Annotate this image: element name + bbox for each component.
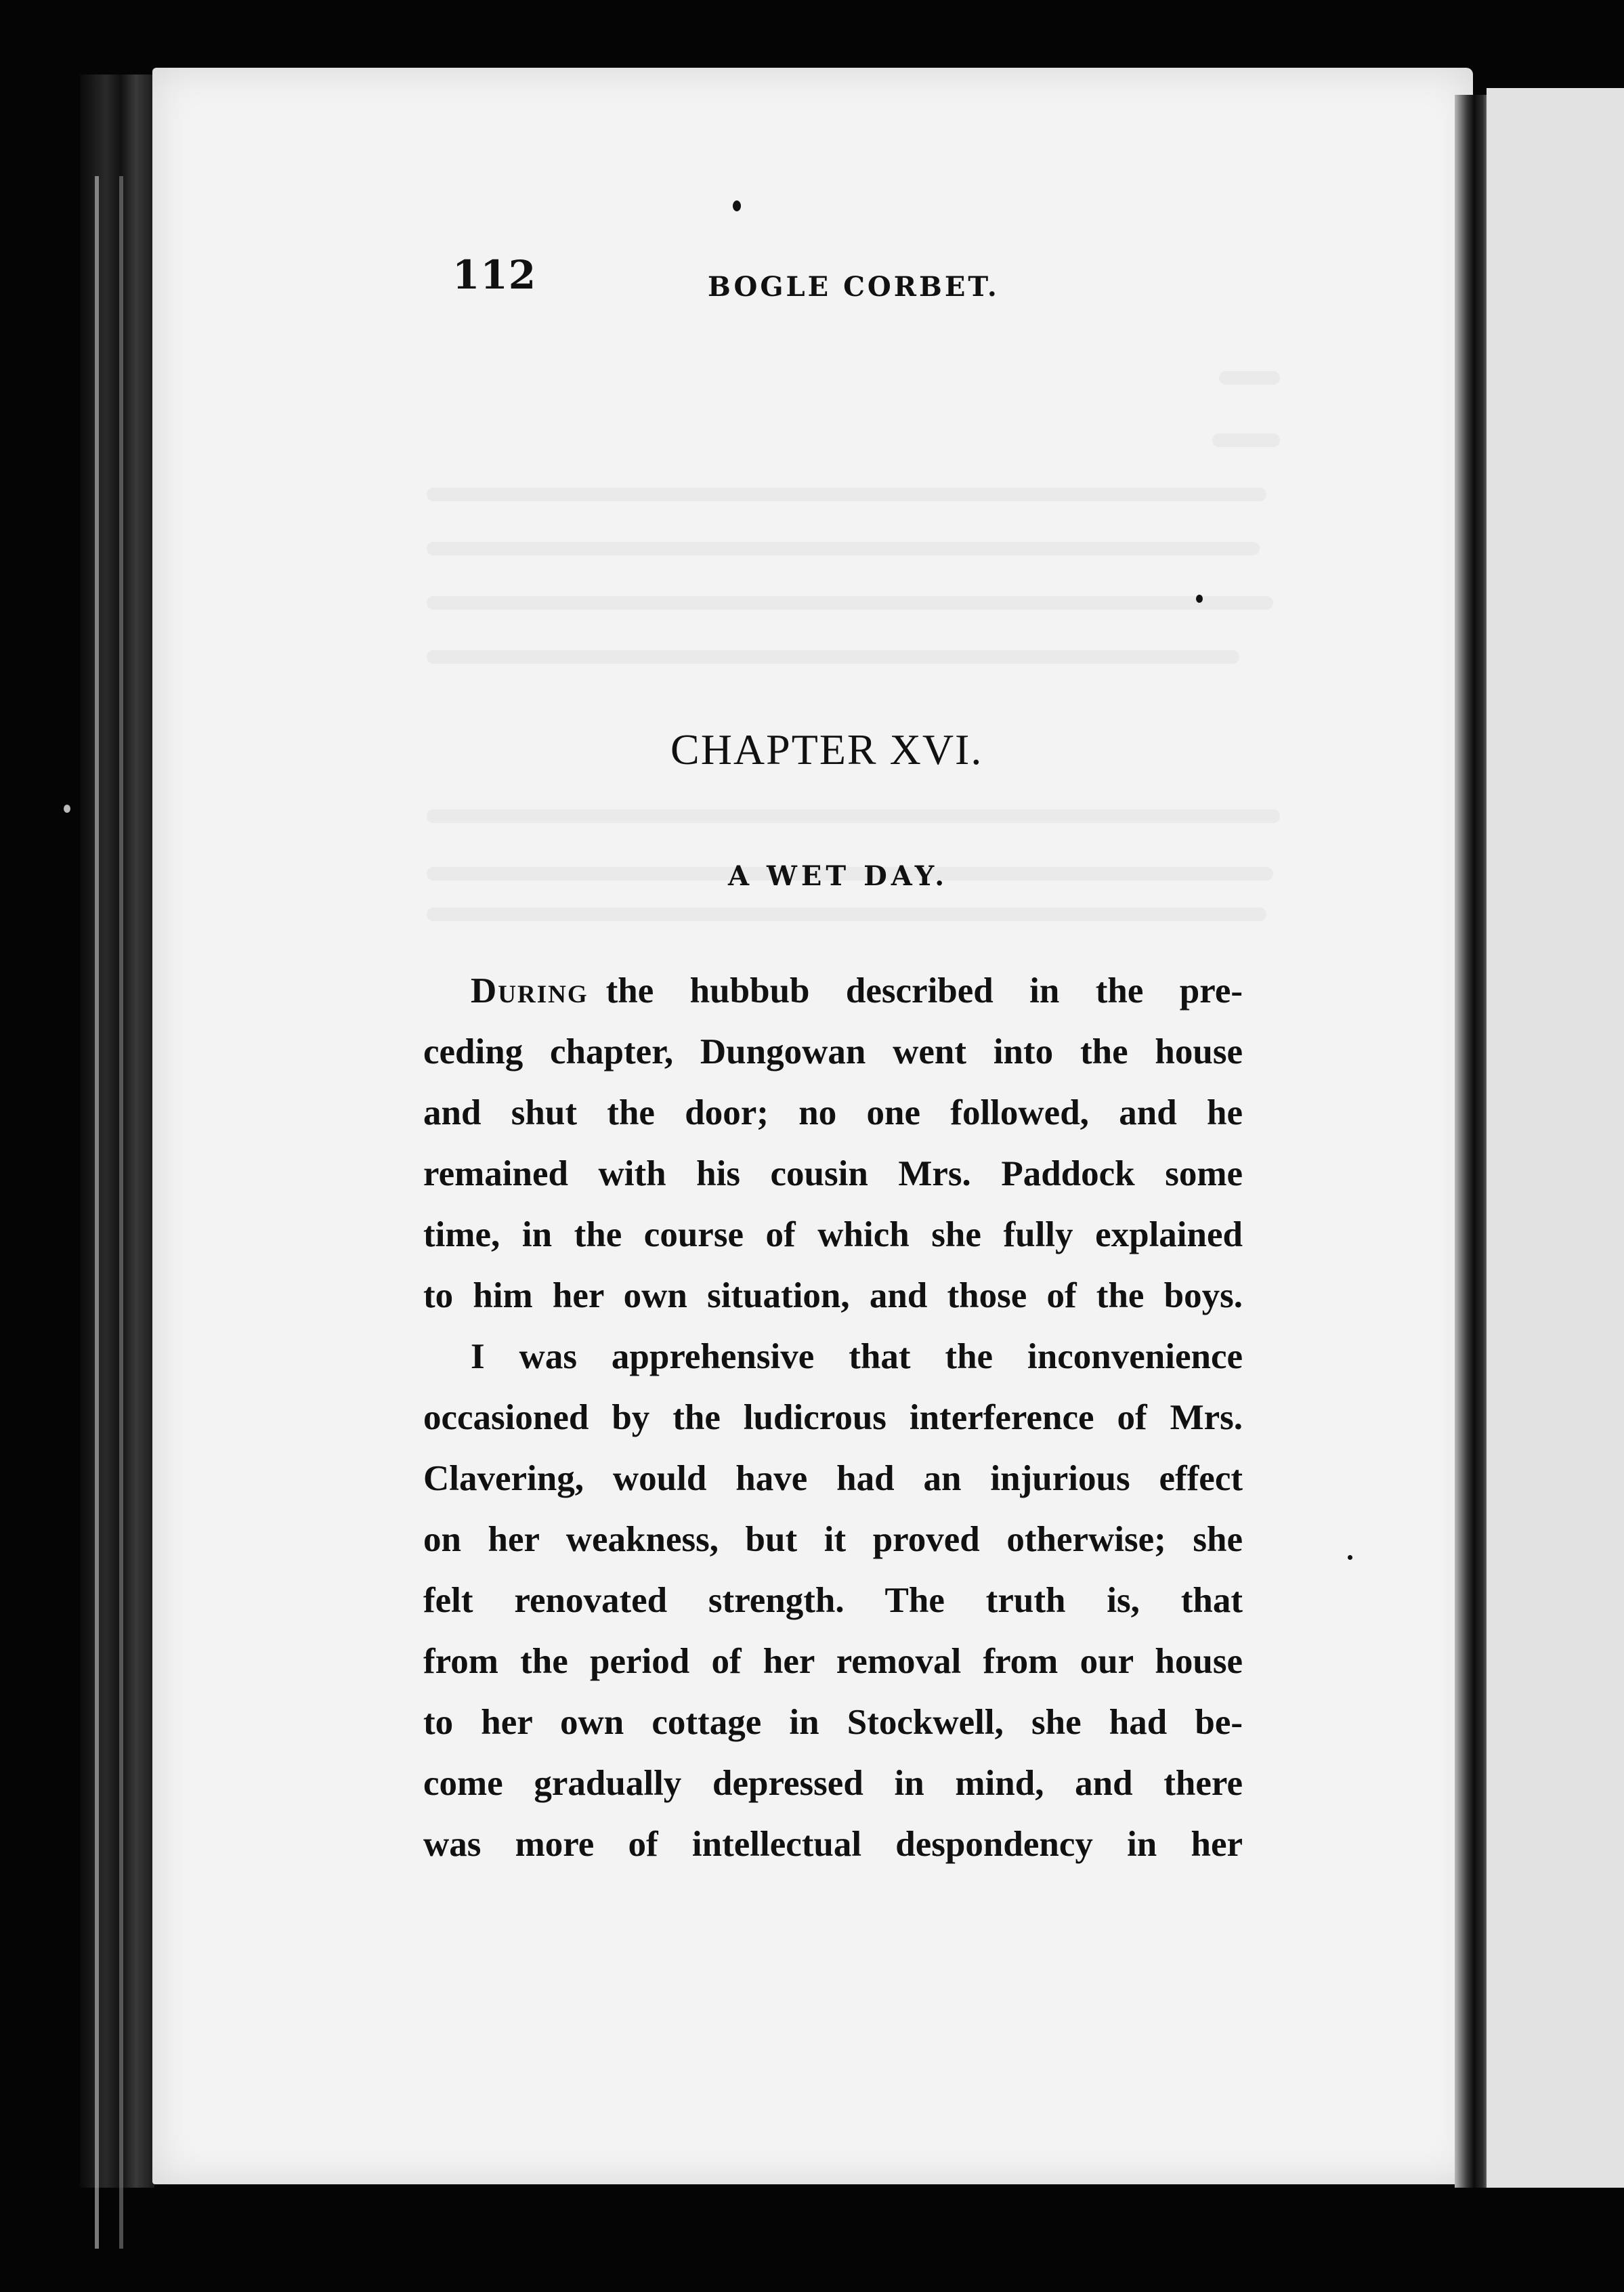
text-line-content: the hubbub described in the pre-: [605, 971, 1243, 1011]
text-line: [423, 1570, 1243, 1631]
ink-speck: [733, 200, 741, 211]
text-line: [423, 1814, 1243, 1875]
binding-edge-line: [119, 176, 123, 2249]
text-line: [423, 960, 1243, 1021]
left-binding-edge: [80, 75, 154, 2188]
text-line-content: occasioned by the ludicrous interference of Mrs.: [423, 1398, 1243, 1437]
text-line: [423, 1448, 1243, 1509]
facing-page-edge: [1487, 88, 1624, 2188]
text-line-content: Clavering, would have had an injurious effect: [423, 1459, 1243, 1498]
text-line: [423, 1692, 1243, 1753]
binding-edge-line: [95, 176, 99, 2249]
chapter-title: CHAPTER XVI.: [670, 725, 983, 773]
body-text: [423, 960, 1243, 1875]
text-line-content: remained with his cousin Mrs. Paddock some: [423, 1154, 1243, 1193]
text-line-content: time, in the course of which she fully explained: [423, 1215, 1243, 1254]
text-line-content: on her weakness, but it proved otherwise; she: [423, 1520, 1243, 1559]
text-line: [423, 1021, 1243, 1082]
text-line-content: felt renovated strength. The truth is, that: [423, 1581, 1243, 1620]
ink-speck: [1348, 1555, 1352, 1560]
text-line: [423, 1204, 1243, 1265]
ink-speck: [1196, 595, 1203, 603]
text-line: [423, 1082, 1243, 1143]
text-line: [423, 1753, 1243, 1814]
drop-lead-word: During: [471, 971, 589, 1011]
page-number: 112: [452, 252, 537, 298]
text-line-content: was more of intellectual despondency in her: [423, 1825, 1243, 1864]
text-line-content: from the period of her removal from our house: [423, 1642, 1243, 1681]
text-line-content: ceding chapter, Dungowan went into the house: [423, 1032, 1243, 1071]
text-line: [423, 1265, 1243, 1326]
text-line: [423, 1631, 1243, 1692]
text-line-content: to her own cottage in Stockwell, she had be-: [423, 1703, 1243, 1742]
text-line: [423, 1509, 1243, 1570]
ink-speck: [64, 805, 70, 813]
running-title: BOGLE CORBET.: [708, 271, 1000, 303]
text-line: [423, 1326, 1243, 1387]
page-gutter: [1455, 95, 1490, 2188]
text-line-content: come gradually depressed in mind, and there: [423, 1764, 1243, 1803]
text-line-content: and shut the door; no one followed, and he: [423, 1093, 1243, 1132]
chapter-subtitle: A WET DAY.: [728, 860, 949, 892]
text-line: [423, 1143, 1243, 1204]
text-line: [423, 1387, 1243, 1448]
text-line-content: to him her own situation, and those of the boys.: [423, 1276, 1243, 1315]
text-line-content: I was apprehensive that the inconvenience: [471, 1337, 1243, 1376]
